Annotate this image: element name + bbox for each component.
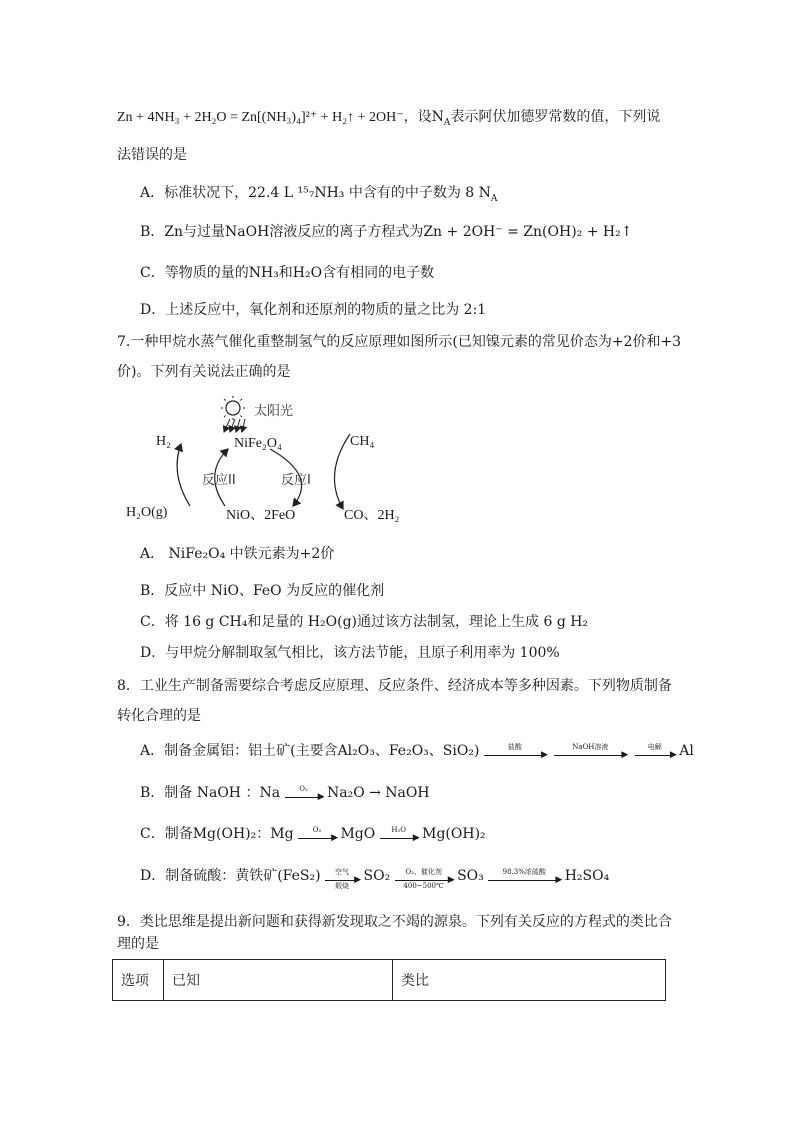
reaction-ii-label: 反应II [202,473,236,488]
q9-table [112,959,666,1001]
q8-c-end: Mg(OH)₂ [422,826,486,842]
q7-option-a: A． NiFe₂O₄ 中铁元素为+2价 [140,546,335,562]
q8-d-mid1: SO₂ [363,868,391,884]
q7-option-d: D．与甲烷分解制取氢气相比，该方法节能，且原子利用率为 100% [140,645,560,661]
h2o-label: H₂O(g) [126,505,168,520]
intro-tail: ，设N [403,109,444,125]
arrow-label: 煅烧 [335,881,350,890]
q6-option-d: D．上述反应中，氧化剂和还原剂的物质的量之比为 2:1 [140,302,487,318]
q8-stem-line1: 8．工业生产制备需要综合考虑反应原理、反应条件、经济成本等多种因素。下列物质制备 [117,678,672,694]
intro-equation: Zn + 4NH₃ + 2H₂O = Zn[(NH₃)₄]²⁺ + H₂↑ + 2OH⁻ [117,110,404,125]
ch4-label: CH₄ [350,434,375,449]
reaction-i-label: 反应I [281,473,311,488]
q6-option-b: B．Zn与过量NaOH溶液反应的离子方程式为Zn + 2OH⁻ = Zn(OH)₂ + H₂↑ [140,224,633,240]
q7-stem-line2: 价)。下列有关说法正确的是 [117,364,291,380]
arrow-label: 电解 [647,742,662,751]
q7-stem-line1: 7.一种甲烷水蒸气催化重整制氢气的反应原理如图所示(已知镍元素的常见价态为+2价和+3 [117,334,682,350]
arrow-icon: 盐酸 ▶ [484,747,546,756]
q8-a-prefix: A．制备金属铝：铝土矿(主要含Al₂O₃、Fe₂O₃、SiO₂) [140,743,480,759]
table-header-analogy: 类比 [393,960,666,1001]
q8-c-mid: MgO [340,826,376,842]
q6-option-a-sub: A [490,193,498,204]
arrow-icon: H₂O ▶ [380,830,418,839]
q8-option-c [140,824,486,844]
arrow-label: H₂O [391,825,406,834]
co-h2-label: CO、2H₂ [344,508,400,523]
arrow-icon: O₂、催化剂 ▶ 400~500℃ [395,872,453,881]
q9-stem-line1: 9．类比思维是提出新问题和获得新发现取之不竭的源泉。下列有关反应的方程式的类比合 [117,914,672,930]
q8-d-mid2: SO₃ [457,868,484,884]
q8-b-prefix: B．制备 NaOH ：Na [140,785,281,801]
arrow-label: 空气 [335,867,350,876]
q8-option-a [140,741,694,761]
arrow-label: 400~500℃ [403,881,444,890]
q8-a-end: Al [679,743,694,759]
arrow-label: O₂ [312,825,322,834]
q8-stem-line2: 转化合理的是 [117,708,201,724]
q8-d-end: H₂SO₄ [564,868,610,884]
sun-icon [221,396,245,420]
sun-ray-arrows [224,419,245,432]
q8-b-mid: Na₂O → NaOH [326,785,430,801]
nife2o4-label: NiFe₂O₄ [234,436,282,451]
sunlight-label: 太阳光 [254,404,294,419]
arrow-icon: 电解 ▶ [635,747,675,756]
intro-tail2: 表示阿伏加德罗常数的值，下列说 [450,109,661,125]
intro-line2: 法错误的是 [117,147,187,163]
arrow-label: 盐酸 [507,742,522,751]
arrow-icon: NaOH溶液 ▶ [554,747,626,756]
arrow-label: NaOH溶液 [572,742,609,751]
arrow-icon: O₂ ▶ [285,789,323,798]
q6-option-c: C．等物质的量的NH₃和H₂O含有相同的电子数 [140,265,435,281]
q8-c-prefix: C．制备Mg(OH)₂：Mg [140,826,294,842]
q8-option-b [140,783,430,803]
table-header-row [113,960,666,1001]
arc-ch4-to-co [334,434,350,509]
nio-feo-label: NiO、2FeO [226,508,296,523]
arrow-label: 98.3%浓硫酸 [502,867,546,876]
table-header-known: 已知 [164,960,393,1001]
q7-option-b: B．反应中 NiO、FeO 为反应的催化剂 [140,583,385,599]
q9-stem-line2: 理的是 [117,936,159,952]
na-subscript: A [443,117,451,128]
q7-option-c: C．将 16 g CH₄和足量的 H₂O(g)通过该方法制氢，理论上生成 6 g H₂ [140,614,589,630]
arrow-label: O₂、催化剂 [405,867,442,876]
h2-label: H₂ [156,434,171,449]
reaction-cycle-diagram [118,394,418,530]
arrow-icon: O₂ ▶ [298,830,336,839]
q8-option-d [140,866,610,890]
q6-option-a-text: A．标准状况下，22.4 L ¹⁵₇NH₃ 中含有的中子数为 8 N [140,185,491,201]
arc-h2o-to-h2 [177,444,190,506]
arrow-icon: 98.3%浓硫酸 ▶ [488,872,560,881]
q6-option-a [140,183,497,203]
arrow-icon: 空气 ▶ 煅烧 [325,872,359,881]
intro-equation-line [117,107,660,128]
arrow-label: O₂ [299,784,308,793]
q8-d-prefix: D．制备硫酸：黄铁矿(FeS₂) [140,868,321,884]
table-header-option: 选项 [113,960,164,1001]
